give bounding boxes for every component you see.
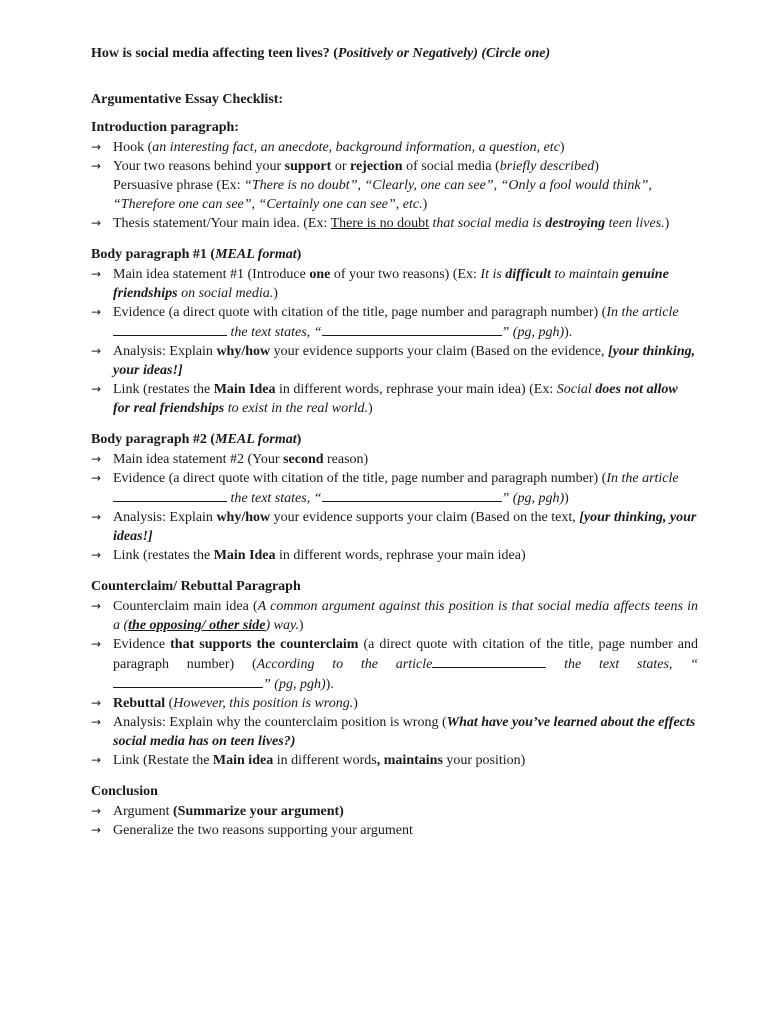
text: ) <box>422 197 428 212</box>
text: does not allow for real friendships <box>113 382 678 416</box>
text: Social <box>556 382 596 397</box>
text: ). <box>325 677 334 692</box>
list-item-counterclaim-analysis <box>91 713 698 751</box>
text: Main idea statement #2 (Your <box>113 452 284 467</box>
fill-in-blank[interactable] <box>113 322 227 336</box>
text: Link (Restate the <box>113 753 213 768</box>
list-item-evidence-1 <box>91 303 698 342</box>
fill-in-blank[interactable] <box>113 488 227 502</box>
text: Argument <box>113 804 174 819</box>
list-item-counterclaim-evidence <box>91 635 698 694</box>
text: ” (pg, pgh) <box>501 325 565 340</box>
arrow-bullet-icon: → <box>91 715 102 729</box>
arrow-bullet-icon: → <box>91 510 102 524</box>
arrow-bullet-icon: → <box>91 637 102 651</box>
text: your evidence supports your claim (Based on the text, <box>270 510 580 525</box>
text: an interesting fact, an anecdote, background information, a question, etc <box>152 140 560 155</box>
text: A common argument against this position is that social media affects teens in a ( <box>113 599 698 633</box>
text: ) <box>564 491 569 506</box>
text: MEAL format <box>215 247 297 262</box>
list-item-main-idea-2 <box>91 450 698 469</box>
text: ) <box>296 432 302 447</box>
arrow-bullet-icon: → <box>91 382 102 396</box>
arrow-bullet-icon: → <box>91 804 102 818</box>
arrow-bullet-icon: → <box>91 599 102 613</box>
text: the text states, “ <box>227 325 322 340</box>
text: However, this position is wrong. <box>173 696 354 711</box>
fill-in-blank[interactable] <box>322 488 502 502</box>
text: Generalize the two reasons supporting your argument <box>113 823 413 838</box>
title-question: How is social media affecting teen lives? ( <box>91 46 338 61</box>
list-item-generalize <box>91 821 698 840</box>
text: [your thinking, your ideas!] <box>113 510 697 544</box>
text: (Summarize your argument) <box>173 804 344 819</box>
text: of your two reasons) (Ex: <box>330 267 481 282</box>
text: support <box>284 159 332 174</box>
text: the opposing/ other side <box>128 618 266 633</box>
text: that social media is <box>429 216 546 231</box>
text: Main idea <box>212 753 274 768</box>
section-heading-counterclaim: Counterclaim/ Rebuttal Paragraph <box>91 579 301 594</box>
text: why/how <box>216 344 271 359</box>
title-options: Positively or Negatively) (Circle one) <box>337 46 551 61</box>
text: destroying <box>545 216 606 231</box>
text: ( <box>165 696 174 711</box>
list-item-counterclaim-main <box>91 597 698 635</box>
section-heading-introduction: Introduction paragraph: <box>91 120 239 135</box>
text: Main idea statement #1 (Introduce <box>113 267 310 282</box>
list-item-main-idea-1 <box>91 265 698 303</box>
section-body-2 <box>91 430 698 565</box>
list-item-evidence-2 <box>91 469 698 508</box>
text: why/how <box>216 510 271 525</box>
text: ) <box>594 159 599 174</box>
arrow-bullet-icon: → <box>91 753 102 767</box>
text: briefly described <box>499 159 595 174</box>
text: “There is no doubt”, “Clearly, one can see”, “Only a fool would think”, “Therefore one can see”, “Certainly one can see”, etc. <box>113 178 652 212</box>
text: in different words <box>273 753 377 768</box>
text: Evidence (a direct quote with citation of the title, page number and paragraph number) ( <box>113 305 607 320</box>
text: It is <box>480 267 506 282</box>
text: ) <box>273 286 278 301</box>
text: the text states, “ <box>546 657 698 672</box>
list-item-analysis-2 <box>91 508 698 546</box>
arrow-bullet-icon: → <box>91 140 102 154</box>
checklist-heading: Argumentative Essay Checklist: <box>91 92 284 107</box>
arrow-bullet-icon: → <box>91 471 102 485</box>
text: Evidence (a direct quote with citation of the title, page number and paragraph number) ( <box>113 471 607 486</box>
text: [your thinking, your ideas!] <box>113 344 696 378</box>
text: your position) <box>442 753 526 768</box>
text: reason) <box>323 452 369 467</box>
fill-in-blank[interactable] <box>113 674 263 688</box>
text: in different words, rephrase your main idea) <box>275 548 526 563</box>
list-item-reasons <box>91 157 698 176</box>
text: MEAL format <box>215 432 297 447</box>
list-item-persuasive <box>91 176 698 214</box>
text: Hook ( <box>113 140 153 155</box>
text: (a direct quote with citation of the title, page number and paragraph number) ( <box>113 637 698 672</box>
text: Evidence <box>113 637 171 652</box>
text: ) <box>353 696 358 711</box>
list-item-link-1 <box>91 380 698 418</box>
text: ) <box>367 401 373 416</box>
arrow-bullet-icon: → <box>91 305 102 319</box>
text: What have you’ve learned about the effects social media has on teen lives?) <box>113 715 696 749</box>
arrow-bullet-icon: → <box>91 267 102 281</box>
text: Analysis: Explain <box>113 344 217 359</box>
text: Rebuttal <box>113 696 166 711</box>
text: difficult <box>505 267 551 282</box>
text: ” (pg, pgh) <box>501 491 565 506</box>
section-heading-conclusion: Conclusion <box>91 784 158 799</box>
text: or <box>331 159 350 174</box>
list-item-rebuttal <box>91 694 698 713</box>
text: second <box>283 452 324 467</box>
fill-in-blank[interactable] <box>322 322 502 336</box>
text: ). <box>564 325 573 340</box>
text: Body paragraph #1 ( <box>91 247 216 262</box>
text: to exist in the real world. <box>224 401 368 416</box>
list-item-analysis-1 <box>91 342 698 380</box>
text: the text states, “ <box>227 491 322 506</box>
text: According to the article <box>256 657 433 672</box>
arrow-bullet-icon: → <box>91 159 102 173</box>
text: Analysis: Explain why the counterclaim position is wrong ( <box>113 715 447 730</box>
page-title <box>91 44 698 63</box>
text: ) way. <box>265 618 299 633</box>
text: in different words, rephrase your main idea) (Ex: <box>275 382 557 397</box>
list-item-argument <box>91 802 698 821</box>
text: teen lives. <box>605 216 665 231</box>
list-item-thesis <box>91 214 698 233</box>
text: ” (pg, pgh) <box>263 677 326 692</box>
list-item-counterclaim-link <box>91 751 698 770</box>
text: Analysis: Explain <box>113 510 217 525</box>
arrow-bullet-icon: → <box>91 344 102 358</box>
text: Main Idea <box>213 548 276 563</box>
text: , maintains <box>376 753 443 768</box>
text: rejection <box>349 159 403 174</box>
arrow-bullet-icon: → <box>91 216 102 230</box>
text: Main Idea <box>213 382 276 397</box>
section-conclusion <box>91 782 698 840</box>
section-body-1 <box>91 245 698 418</box>
list-item-link-2 <box>91 546 698 565</box>
text: on social media. <box>177 286 274 301</box>
section-heading-body-1 <box>91 245 698 264</box>
text: ) <box>664 216 670 231</box>
text: ) <box>559 140 565 155</box>
text: Body paragraph #2 ( <box>91 432 216 447</box>
arrow-bullet-icon: → <box>91 696 102 710</box>
text: Link (restates the <box>113 548 214 563</box>
arrow-bullet-icon: → <box>91 823 102 837</box>
text: to maintain <box>550 267 623 282</box>
list-item-hook <box>91 138 698 157</box>
text: that supports the counterclaim <box>170 637 359 652</box>
text: Counterclaim main idea ( <box>113 599 258 614</box>
text: one <box>309 267 331 282</box>
arrow-bullet-icon: → <box>91 548 102 562</box>
text: There is no doubt <box>330 216 429 231</box>
text: genuine friendships <box>113 267 669 301</box>
section-heading-body-2 <box>91 430 698 449</box>
text: In the article <box>606 471 679 486</box>
text: Link (restates the <box>113 382 214 397</box>
section-introduction <box>91 118 698 233</box>
text: Your two reasons behind your <box>113 159 285 174</box>
text: Persuasive phrase (Ex: <box>113 178 245 193</box>
text: of social media ( <box>402 159 500 174</box>
fill-in-blank[interactable] <box>432 654 546 668</box>
text: ) <box>298 618 304 633</box>
text: ) <box>296 247 302 262</box>
text: your evidence supports your claim (Based on the evidence, <box>270 344 608 359</box>
text: In the article <box>606 305 679 320</box>
arrow-bullet-icon: → <box>91 452 102 466</box>
section-counterclaim <box>91 577 698 770</box>
text: Thesis statement/Your main idea. (Ex: <box>113 216 331 231</box>
